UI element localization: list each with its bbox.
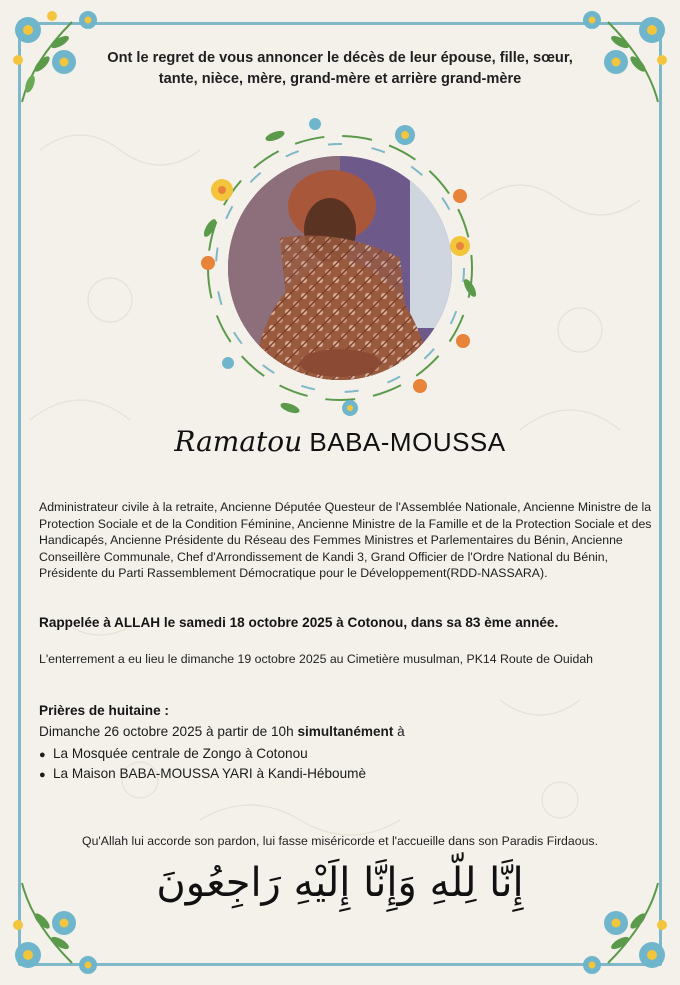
deceased-name [0,425,680,458]
prayer-location [39,746,308,761]
location-pin-icon: ● [39,749,46,761]
portrait-wreath [180,108,500,428]
closing-prayer: Qu'Allah lui accorde son pardon, lui fasse miséricorde et l'accueille dans son Paradis Firdaous. [82,834,598,848]
prayer-location-text: La Mosquée centrale de Zongo à Cotonou [53,746,308,761]
announcement-intro [90,48,590,90]
first-name: Ramatou [174,425,303,458]
prayers-date-bold: simultanément [297,724,394,739]
prayers-title: Prières de huitaine : [39,703,169,718]
arabic-verse: إِنَّا لِلّهِ وَإِنَّا إِلَيْهِ رَاجِعُونَ [156,860,524,906]
prayer-location-text: La Maison BABA-MOUSSA YARI à Kandi-Héboumè [53,766,367,781]
prayers-date-suffix: à [393,724,405,739]
intro-line-2: tante, nièce, mère, grand-mère et arrière grand-mère [158,71,522,87]
location-pin-icon: ● [39,769,46,781]
prayer-location [39,766,366,781]
burial-info: L'enterrement a eu lieu le dimanche 19 octobre 2025 au Cimetière musulman, PK14 Route de Ouidah [39,652,593,666]
last-name: BABA-MOUSSA [309,427,506,457]
prayers-date [39,724,639,739]
death-announcement: Rappelée à ALLAH le samedi 18 octobre 2025 à Cotonou, dans sa 83 ème année. [39,615,559,630]
biography: Administrateur civile à la retraite, Ancienne Députée Questeur de l'Assemblée Nationale, Ancienne Ministre de la Protection Sociale et de la Condition Féminine, Ancienne Ministre de la Famille et de la Protection Sociale et des Handicapés, Ancienne Présidente du Réseau des Femmes Ministres et Parlementaires du Bénin, Ancienne Conseillère Communale, Chef d'Arrondissement de Kandi 3, Grand Officier de l'Ordre National du Bénin, Présidente du Parti Rassemblement Démocratique pour le Développement(RDD-NASSARA). [39,500,652,581]
portrait-photo [220,148,470,398]
prayers-date-prefix: Dimanche 26 octobre 2025 à partir de 10h [39,724,298,739]
intro-line-1: Ont le regret de vous annoncer le décès de leur épouse, fille, sœur, [107,50,573,66]
